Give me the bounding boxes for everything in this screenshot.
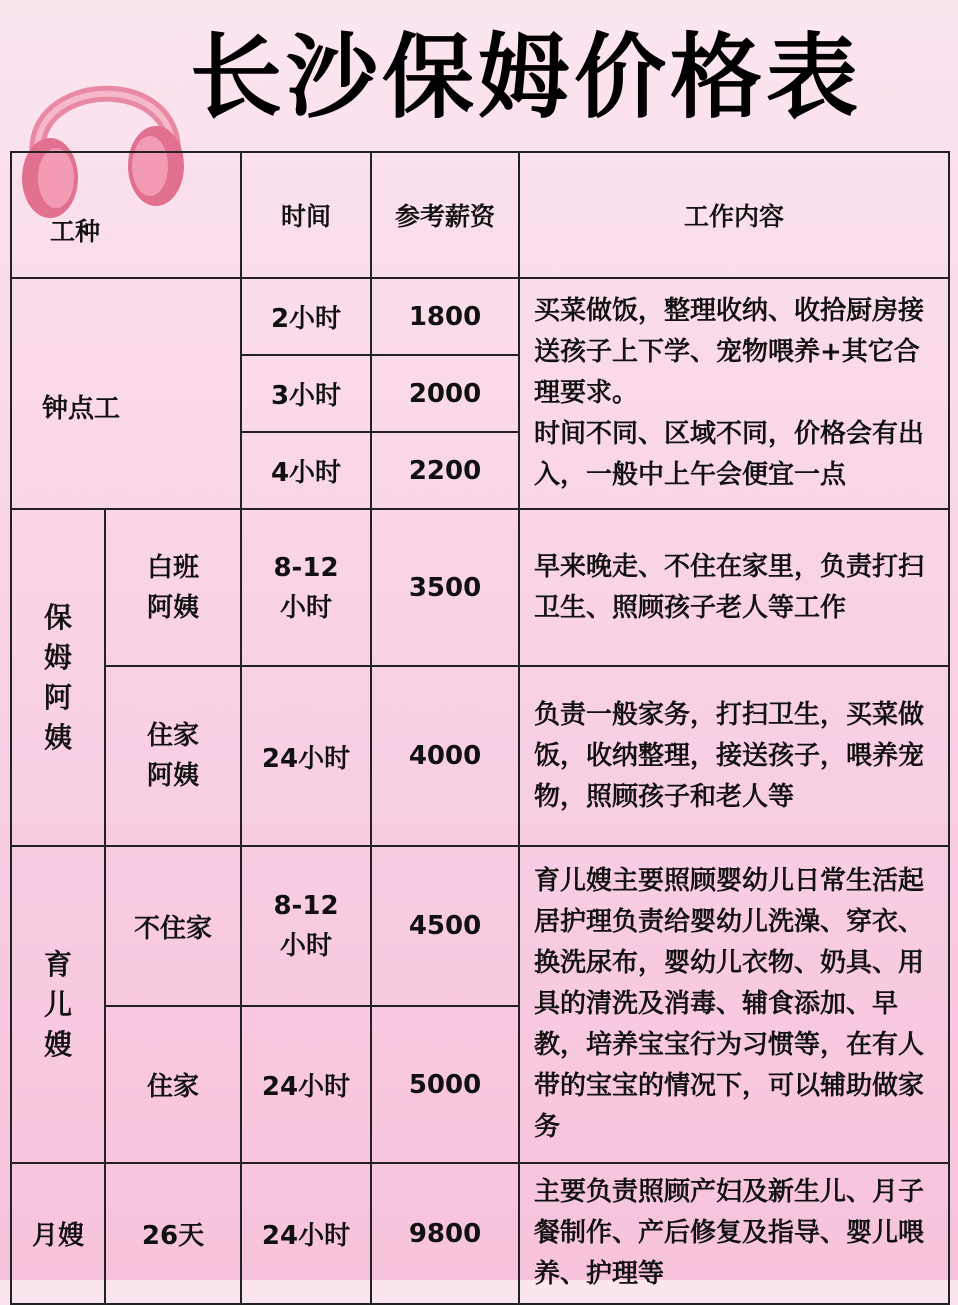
header-content: 工作内容 [519, 152, 949, 278]
time-cell: 24小时 [241, 666, 371, 846]
table-row [11, 1163, 949, 1304]
price-table [10, 151, 950, 1305]
time-cell: 8-12 小时 [241, 846, 371, 1006]
subtype-cell: 住家 阿姨 [105, 666, 241, 846]
header-row [11, 152, 949, 278]
content-cell: 早来晚走、不住在家里，负责打扫卫生、照顾孩子老人等工作 [519, 509, 949, 666]
type-cell: 月嫂 [11, 1163, 105, 1304]
salary-cell: 9800 [371, 1163, 519, 1304]
subtype-cell: 不住家 [105, 846, 241, 1006]
salary-cell: 2000 [371, 355, 519, 432]
type-cell: 钟点工 [11, 278, 241, 509]
salary-cell: 2200 [371, 432, 519, 509]
time-cell: 3小时 [241, 355, 371, 432]
time-cell: 24小时 [241, 1163, 371, 1304]
content-cell: 主要负责照顾产妇及新生儿、月子餐制作、产后修复及指导、婴儿喂养、护理等 [519, 1163, 949, 1304]
time-cell: 8-12 小时 [241, 509, 371, 666]
content-cell: 买菜做饭，整理收纳、收拾厨房接送孩子上下学、宠物喂养+其它合理要求。 时间不同、区域不同，价格会有出入，一般中上午会便宜一点 [519, 278, 949, 509]
subtype-cell: 住家 [105, 1006, 241, 1163]
salary-cell: 4000 [371, 666, 519, 846]
salary-cell: 5000 [371, 1006, 519, 1163]
content-cell: 育儿嫂主要照顾婴幼儿日常生活起居护理负责给婴幼儿洗澡、穿衣、换洗尿布，婴幼儿衣物、奶具、用具的清洗及消毒、辅食添加、早教，培养宝宝行为习惯等，在有人带的宝宝的情况下，可以辅助做家务 [519, 846, 949, 1163]
time-cell: 24小时 [241, 1006, 371, 1163]
time-cell: 4小时 [241, 432, 371, 509]
salary-cell: 3500 [371, 509, 519, 666]
header-time: 时间 [241, 152, 371, 278]
subtype-cell: 白班 阿姨 [105, 509, 241, 666]
table-row [11, 846, 949, 1006]
content-cell: 负责一般家务，打扫卫生，买菜做饭，收纳整理，接送孩子，喂养宠物，照顾孩子和老人等 [519, 666, 949, 846]
type-cell: 保 姆 阿 姨 [11, 509, 105, 846]
time-cell: 2小时 [241, 278, 371, 355]
header-type: 工种 [11, 152, 241, 278]
header-salary: 参考薪资 [371, 152, 519, 278]
subtype-cell: 26天 [105, 1163, 241, 1304]
table-row [11, 666, 949, 846]
type-cell: 育 儿 嫂 [11, 846, 105, 1163]
salary-cell: 1800 [371, 278, 519, 355]
table-row [11, 509, 949, 666]
salary-cell: 4500 [371, 846, 519, 1006]
page-title: 长沙保姆价格表 [190, 24, 863, 131]
table-row [11, 278, 949, 355]
